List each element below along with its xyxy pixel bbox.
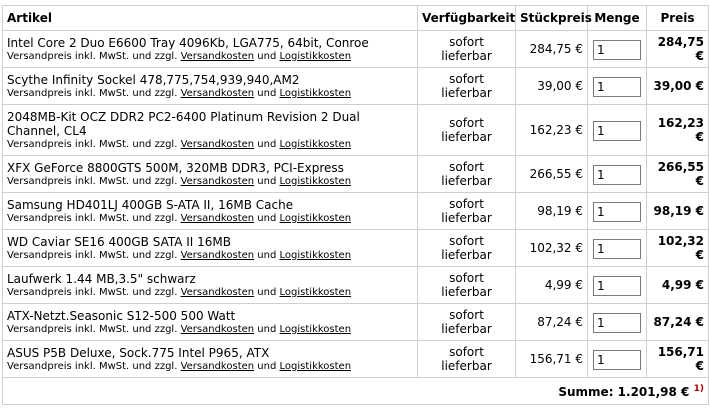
cart-row bbox=[3, 304, 709, 341]
header-verfuegbarkeit: Verfügbarkeit bbox=[418, 6, 516, 31]
item-name: ATX-Netzt.Seasonic S12-500 500 Watt bbox=[7, 308, 236, 323]
item-unit-price: 102,32 € bbox=[516, 230, 588, 267]
cart-row bbox=[3, 267, 709, 304]
item-shipping-note bbox=[7, 212, 413, 225]
item-price: 162,23 € bbox=[647, 105, 709, 156]
quantity-input[interactable] bbox=[593, 40, 641, 60]
item-shipping-note bbox=[7, 175, 413, 188]
item-cell bbox=[3, 156, 418, 193]
item-cell bbox=[3, 193, 418, 230]
item-unit-price: 98,19 € bbox=[516, 193, 588, 230]
item-cell bbox=[3, 68, 418, 105]
versandkosten-link[interactable]: Versandkosten bbox=[180, 286, 255, 298]
shipping-und: und bbox=[257, 360, 277, 372]
shipping-prefix: Versandpreis inkl. MwSt. und zzgl. bbox=[7, 50, 178, 62]
logistikkosten-link[interactable]: Logistikkosten bbox=[279, 323, 352, 335]
item-availability: sofort lieferbar bbox=[418, 304, 516, 341]
item-price: 266,55 € bbox=[647, 156, 709, 193]
item-price: 87,24 € bbox=[647, 304, 709, 341]
item-price: 102,32 € bbox=[647, 230, 709, 267]
shipping-und: und bbox=[257, 175, 277, 187]
item-cell bbox=[3, 304, 418, 341]
item-name: Intel Core 2 Duo E6600 Tray 4096Kb, LGA775, 64bit, Conroe bbox=[7, 35, 369, 50]
shipping-prefix: Versandpreis inkl. MwSt. und zzgl. bbox=[7, 138, 178, 150]
item-quantity-cell bbox=[588, 341, 647, 378]
shipping-prefix: Versandpreis inkl. MwSt. und zzgl. bbox=[7, 212, 178, 224]
item-name: Samsung HD401LJ 400GB S-ATA II, 16MB Cache bbox=[7, 197, 294, 212]
item-price: 284,75 € bbox=[647, 31, 709, 68]
shipping-prefix: Versandpreis inkl. MwSt. und zzgl. bbox=[7, 286, 178, 298]
cart-table bbox=[2, 5, 709, 405]
logistikkosten-link[interactable]: Logistikkosten bbox=[279, 87, 352, 99]
item-unit-price: 39,00 € bbox=[516, 68, 588, 105]
item-shipping-note bbox=[7, 50, 413, 63]
item-availability: sofort lieferbar bbox=[418, 68, 516, 105]
cart-items bbox=[3, 31, 709, 405]
item-quantity-cell bbox=[588, 68, 647, 105]
versandkosten-link[interactable]: Versandkosten bbox=[180, 249, 255, 261]
cart-row bbox=[3, 193, 709, 230]
versandkosten-link[interactable]: Versandkosten bbox=[180, 175, 255, 187]
shipping-und: und bbox=[257, 323, 277, 335]
item-availability: sofort lieferbar bbox=[418, 31, 516, 68]
item-quantity-cell bbox=[588, 193, 647, 230]
summary-footnote[interactable]: 1) bbox=[693, 383, 704, 394]
cart-row bbox=[3, 156, 709, 193]
logistikkosten-link[interactable]: Logistikkosten bbox=[279, 360, 352, 372]
header-menge: Menge bbox=[588, 6, 647, 31]
item-price: 156,71 € bbox=[647, 341, 709, 378]
item-shipping-note bbox=[7, 249, 413, 262]
versandkosten-link[interactable]: Versandkosten bbox=[180, 138, 255, 150]
logistikkosten-link[interactable]: Logistikkosten bbox=[279, 175, 352, 187]
versandkosten-link[interactable]: Versandkosten bbox=[180, 212, 255, 224]
header-artikel: Artikel bbox=[3, 6, 418, 31]
quantity-input[interactable] bbox=[593, 165, 641, 185]
summary-cell bbox=[3, 378, 709, 405]
cart-row bbox=[3, 230, 709, 267]
item-shipping-note bbox=[7, 360, 413, 373]
header-stueckpreis: Stückpreis bbox=[516, 6, 588, 31]
item-name: 2048MB-Kit OCZ DDR2 PC2-6400 Platinum Revision 2 Dual Channel, CL4 bbox=[7, 109, 360, 138]
shipping-und: und bbox=[257, 50, 277, 62]
cart-row bbox=[3, 68, 709, 105]
item-quantity-cell bbox=[588, 31, 647, 68]
quantity-input[interactable] bbox=[593, 121, 641, 141]
shipping-und: und bbox=[257, 249, 277, 261]
cart-row bbox=[3, 31, 709, 68]
item-availability: sofort lieferbar bbox=[418, 193, 516, 230]
shipping-prefix: Versandpreis inkl. MwSt. und zzgl. bbox=[7, 360, 178, 372]
quantity-input[interactable] bbox=[593, 202, 641, 222]
item-shipping-note bbox=[7, 138, 413, 151]
shipping-prefix: Versandpreis inkl. MwSt. und zzgl. bbox=[7, 323, 178, 335]
versandkosten-link[interactable]: Versandkosten bbox=[180, 50, 255, 62]
item-price: 4,99 € bbox=[647, 267, 709, 304]
item-name: Laufwerk 1.44 MB,3.5" schwarz bbox=[7, 271, 196, 286]
logistikkosten-link[interactable]: Logistikkosten bbox=[279, 138, 352, 150]
item-name: Scythe Infinity Sockel 478,775,754,939,940,AM2 bbox=[7, 72, 300, 87]
item-shipping-note bbox=[7, 286, 413, 299]
shipping-prefix: Versandpreis inkl. MwSt. und zzgl. bbox=[7, 175, 178, 187]
shipping-und: und bbox=[257, 87, 277, 99]
item-unit-price: 156,71 € bbox=[516, 341, 588, 378]
cart-row bbox=[3, 105, 709, 156]
item-cell bbox=[3, 267, 418, 304]
shipping-prefix: Versandpreis inkl. MwSt. und zzgl. bbox=[7, 87, 178, 99]
summary-row bbox=[3, 378, 709, 405]
item-availability: sofort lieferbar bbox=[418, 105, 516, 156]
item-unit-price: 284,75 € bbox=[516, 31, 588, 68]
item-availability: sofort lieferbar bbox=[418, 230, 516, 267]
versandkosten-link[interactable]: Versandkosten bbox=[180, 360, 255, 372]
quantity-input[interactable] bbox=[593, 77, 641, 97]
item-unit-price: 87,24 € bbox=[516, 304, 588, 341]
logistikkosten-link[interactable]: Logistikkosten bbox=[279, 286, 352, 298]
shipping-und: und bbox=[257, 138, 277, 150]
item-price: 39,00 € bbox=[647, 68, 709, 105]
header-preis: Preis bbox=[647, 6, 709, 31]
item-quantity-cell bbox=[588, 156, 647, 193]
item-shipping-note bbox=[7, 87, 413, 100]
shipping-prefix: Versandpreis inkl. MwSt. und zzgl. bbox=[7, 249, 178, 261]
shipping-und: und bbox=[257, 286, 277, 298]
item-quantity-cell bbox=[588, 267, 647, 304]
item-shipping-note bbox=[7, 323, 413, 336]
logistikkosten-link[interactable]: Logistikkosten bbox=[279, 50, 352, 62]
item-availability: sofort lieferbar bbox=[418, 341, 516, 378]
summary-total: Summe: 1.201,98 € bbox=[558, 384, 690, 399]
item-cell bbox=[3, 105, 418, 156]
item-quantity-cell bbox=[588, 230, 647, 267]
quantity-input[interactable] bbox=[593, 313, 641, 333]
item-cell bbox=[3, 341, 418, 378]
quantity-input[interactable] bbox=[593, 239, 641, 259]
item-unit-price: 4,99 € bbox=[516, 267, 588, 304]
item-quantity-cell bbox=[588, 304, 647, 341]
versandkosten-link[interactable]: Versandkosten bbox=[180, 323, 255, 335]
item-name: XFX GeForce 8800GTS 500M, 320MB DDR3, PCI-Express bbox=[7, 160, 344, 175]
item-unit-price: 266,55 € bbox=[516, 156, 588, 193]
item-cell bbox=[3, 230, 418, 267]
item-availability: sofort lieferbar bbox=[418, 267, 516, 304]
item-availability: sofort lieferbar bbox=[418, 156, 516, 193]
versandkosten-link[interactable]: Versandkosten bbox=[180, 87, 255, 99]
item-cell bbox=[3, 31, 418, 68]
quantity-input[interactable] bbox=[593, 350, 641, 370]
cart-row bbox=[3, 341, 709, 378]
item-quantity-cell bbox=[588, 105, 647, 156]
item-price: 98,19 € bbox=[647, 193, 709, 230]
item-name: ASUS P5B Deluxe, Sock.775 Intel P965, ATX bbox=[7, 345, 270, 360]
logistikkosten-link[interactable]: Logistikkosten bbox=[279, 212, 352, 224]
cart-header-row bbox=[3, 6, 709, 31]
item-unit-price: 162,23 € bbox=[516, 105, 588, 156]
logistikkosten-link[interactable]: Logistikkosten bbox=[279, 249, 352, 261]
shipping-und: und bbox=[257, 212, 277, 224]
item-name: WD Caviar SE16 400GB SATA II 16MB bbox=[7, 234, 232, 249]
quantity-input[interactable] bbox=[593, 276, 641, 296]
